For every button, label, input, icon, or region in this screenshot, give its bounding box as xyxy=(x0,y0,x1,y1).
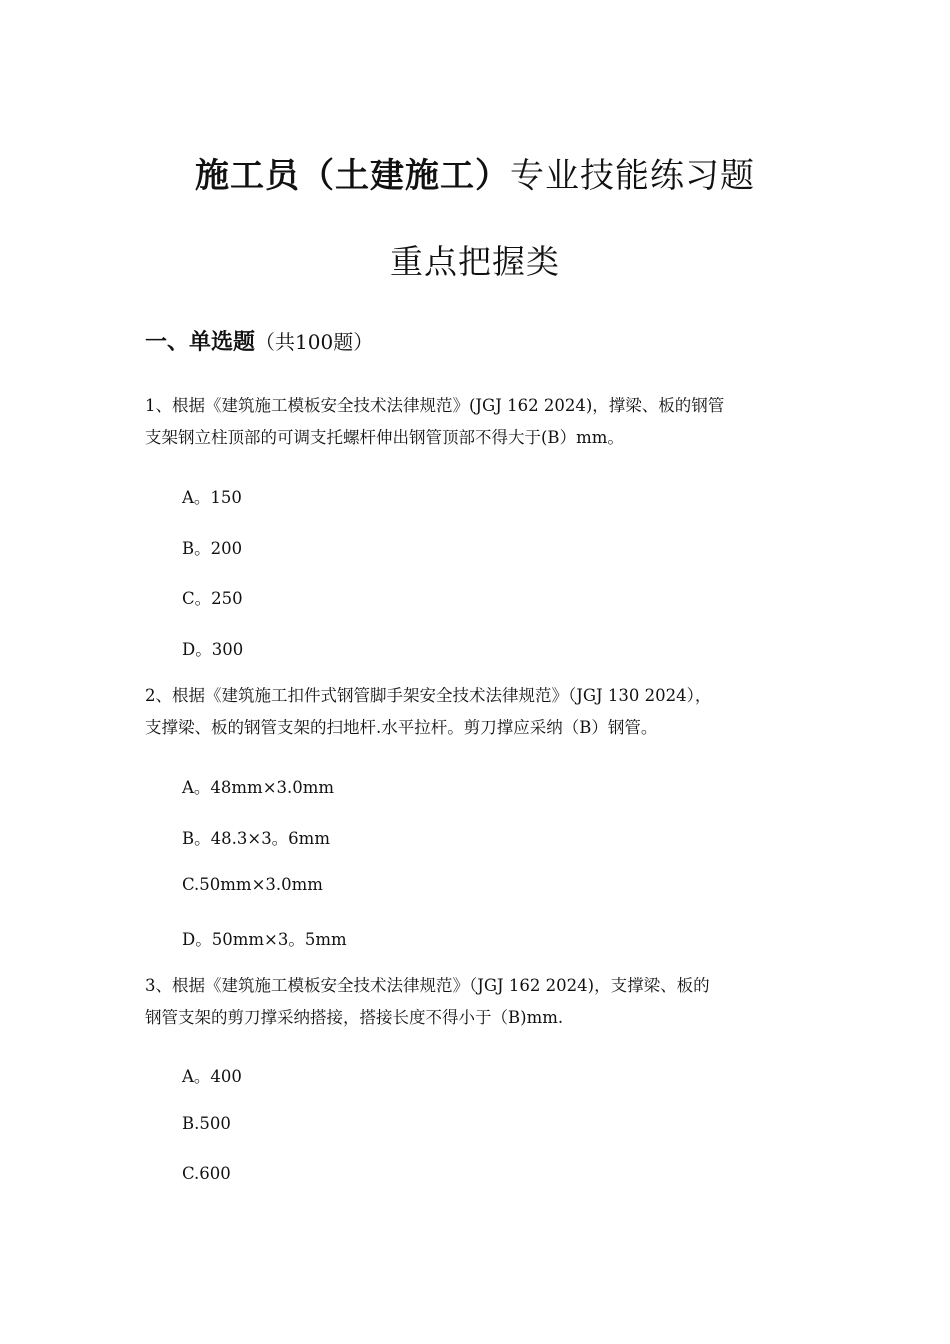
question-3-option-c: C.600 xyxy=(182,1164,231,1183)
question-3-option-b: B.500 xyxy=(182,1114,231,1133)
document-title xyxy=(0,148,950,197)
section-count-note: （共100题） xyxy=(255,330,374,354)
question-1-option-b: B。200 xyxy=(182,539,243,558)
question-3-option-a: A。400 xyxy=(182,1067,242,1086)
title-normal-part: 专业技能练习题 xyxy=(510,156,755,196)
question-1-option-a: A。150 xyxy=(182,488,242,507)
question-2-option-b: B。48.3×3。6mm xyxy=(182,829,330,848)
question-line: 3、根据《建筑施工模板安全技术法律规范》（JGJ 162 2024)，支撑梁、板的 xyxy=(145,976,710,995)
question-line: 钢管支架的剪刀撑采纳搭接，搭接长度不得小于（B)mm. xyxy=(145,1008,564,1027)
question-line: 1、根据《建筑施工模板安全技术法律规范》(JGJ 162 2024)，撑梁、板的钢管 xyxy=(145,396,725,415)
question-2-option-a: A。48mm×3.0mm xyxy=(182,778,335,797)
question-line: 支撑梁、板的钢管支架的扫地杆.水平拉杆。剪刀撑应采纳（B）钢管。 xyxy=(145,718,658,737)
section-heading xyxy=(145,325,373,356)
question-line: 支架钢立柱顶部的可调支托螺杆伸出钢管顶部不得大于(B）mm。 xyxy=(145,428,624,447)
question-2-option-d: D。50mm×3。5mm xyxy=(182,930,347,949)
question-1-option-c: C。250 xyxy=(182,589,243,608)
question-2-option-c: C.50mm×3.0mm xyxy=(182,875,323,894)
question-2-text xyxy=(145,680,815,744)
question-line: 2、根据《建筑施工扣件式钢管脚手架安全技术法律规范》（JGJ 130 2024）， xyxy=(145,686,712,705)
question-1-option-d: D。300 xyxy=(182,640,244,659)
title-bold-part: 施工员（土建施工） xyxy=(195,156,510,196)
question-1-text xyxy=(145,390,815,454)
document-subtitle: 重点把握类 xyxy=(390,242,560,281)
section-title: 一、单选题 xyxy=(145,330,256,355)
question-3-text xyxy=(145,970,815,1034)
